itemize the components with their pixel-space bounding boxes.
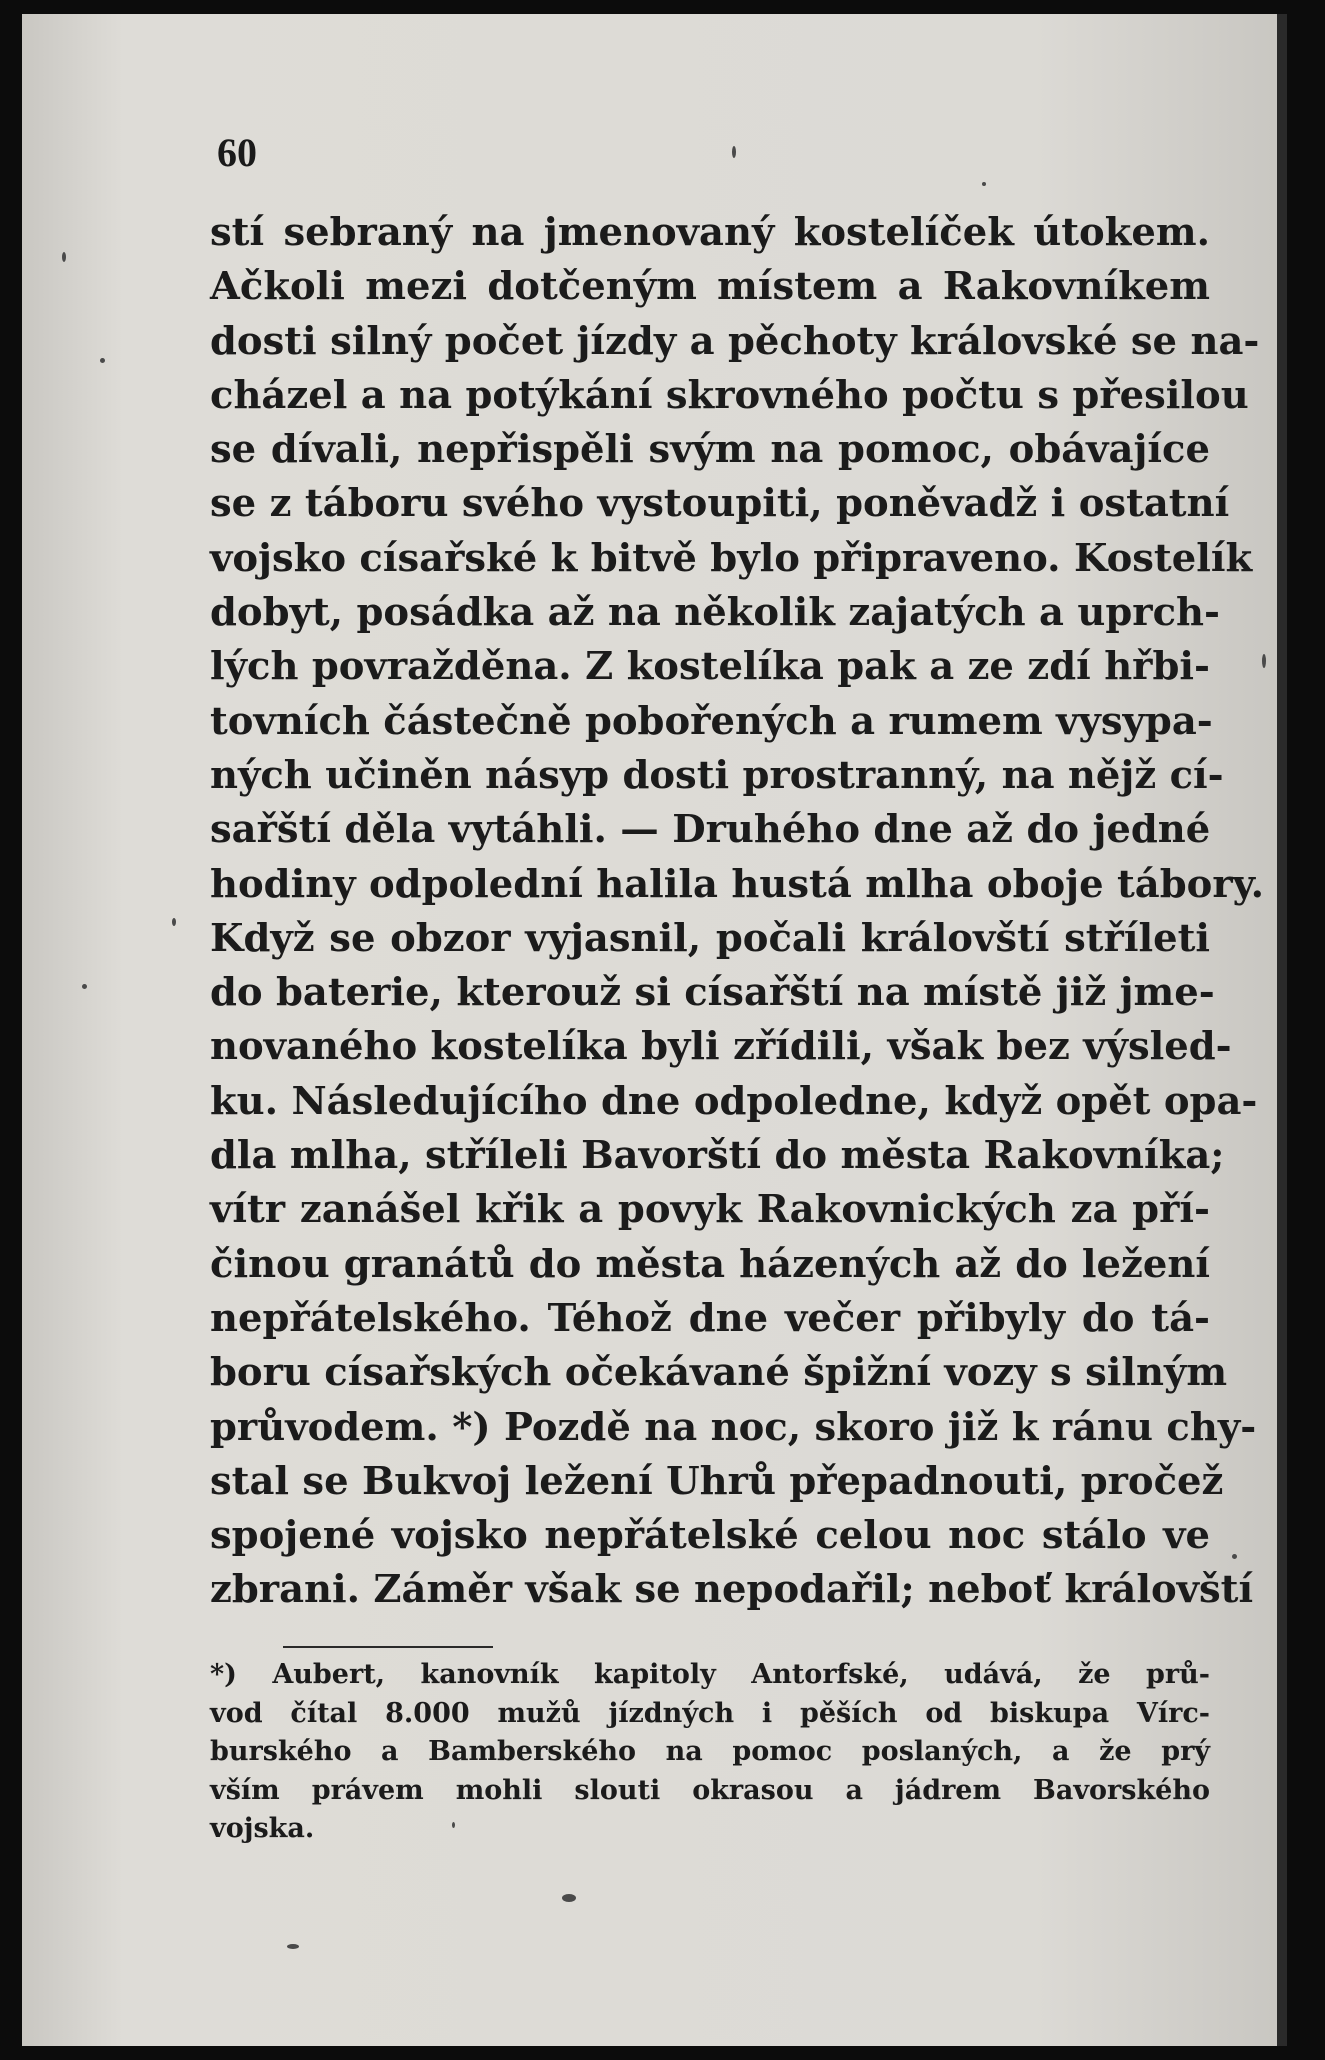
text-line: se z táboru svého vystoupiti, poněvadž i ostatní bbox=[210, 481, 1230, 527]
text-line: do baterie, kterouž si císařští na místě již jme- bbox=[210, 970, 1215, 1016]
footnote bbox=[210, 1656, 1210, 1849]
text-line: sařští děla vytáhli. — Druhého dne až do jedné bbox=[210, 807, 1211, 853]
text-line: průvodem. *) Pozdě na noc, skoro již k ránu chy- bbox=[210, 1404, 1257, 1450]
text-line: tovních částečně pobořených a rumem vysypa- bbox=[210, 698, 1213, 744]
text-line: novaného kostelíka byli zřídili, však bez výsled- bbox=[210, 1024, 1232, 1070]
text-line: cházel a na potýkání skrovného počtu s přesilou bbox=[210, 372, 1249, 418]
text-line: dosti silný počet jízdy a pěchoty královské se na- bbox=[210, 318, 1260, 364]
footnote-line: vod čítal 8.000 mužů jízdných i pěších od biskupa Vírc- bbox=[210, 1697, 1210, 1729]
scan-speck bbox=[82, 984, 87, 989]
scanned-book-page bbox=[22, 14, 1287, 2046]
scan-speck bbox=[62, 252, 66, 262]
text-line: lých povražděna. Z kostelíka pak a ze zdí hřbi- bbox=[210, 644, 1210, 690]
scan-speck bbox=[172, 918, 176, 926]
text-line: nepřátelského. Téhož dne večer přibyly do tá- bbox=[210, 1295, 1210, 1341]
scan-speck bbox=[1262, 654, 1266, 668]
text-line: spojené vojsko nepřátelské celou noc stálo ve bbox=[210, 1513, 1210, 1559]
text-line: činou granátů do města házených až do ležení bbox=[210, 1241, 1210, 1287]
text-line: boru císařských očekávané špižní vozy s silným bbox=[210, 1350, 1228, 1396]
footnote-line: *) Aubert, kanovník kapitoly Antorfské, udává, že prů- bbox=[210, 1659, 1210, 1690]
scan-edge-shadow bbox=[1277, 14, 1287, 2046]
footnote-line: vším právem mohli slouti okrasou a jádrem Bavorského bbox=[210, 1774, 1210, 1806]
text-line: vítr zanášel křik a povyk Rakovnických za pří- bbox=[210, 1187, 1210, 1233]
text-line: dla mlha, stříleli Bavorští do města Rakovníka; bbox=[210, 1133, 1225, 1179]
scan-speck bbox=[732, 146, 736, 158]
text-line: dobyt, posádka až na několik zajatých a uprch- bbox=[210, 590, 1221, 636]
scan-speck bbox=[287, 1944, 299, 1949]
text-line: Ačkoli mezi dotčeným místem a Rakovníkem bbox=[210, 264, 1210, 310]
scan-speck bbox=[1232, 1554, 1237, 1559]
scan-speck bbox=[452, 1822, 455, 1828]
text-line: Když se obzor vyjasnil, počali královští stříleti bbox=[210, 915, 1210, 961]
text-line: stí sebraný na jmenovaný kostelíček útokem. bbox=[210, 210, 1210, 255]
scan-speck bbox=[982, 182, 986, 186]
body-text bbox=[210, 206, 1264, 1618]
footnote-divider bbox=[283, 1646, 493, 1648]
text-line: ku. Následujícího dne odpoledne, když opět opa- bbox=[210, 1078, 1258, 1124]
footnote-line: vojska. bbox=[210, 1813, 315, 1844]
text-line: hodiny odpolední halila hustá mlha oboje tábory. bbox=[210, 861, 1264, 907]
text-line: zbrani. Záměr však se nepodařil; neboť královští bbox=[210, 1567, 1254, 1613]
footnote-line: burského a Bamberského na pomoc poslaných, a že prý bbox=[210, 1736, 1210, 1767]
page-number: 60 bbox=[217, 130, 257, 175]
text-line: se dívali, nepřispěli svým na pomoc, obávajíce bbox=[210, 427, 1210, 473]
scan-speck bbox=[562, 1894, 576, 1902]
text-line: vojsko císařské k bitvě bylo připraveno. Kostelík bbox=[210, 535, 1253, 581]
text-line: ných učiněn násyp dosti prostranný, na nějž cí- bbox=[210, 752, 1224, 798]
text-line: stal se Bukvoj ležení Uhrů přepadnouti, pročež bbox=[210, 1458, 1224, 1504]
scan-speck bbox=[100, 358, 105, 363]
